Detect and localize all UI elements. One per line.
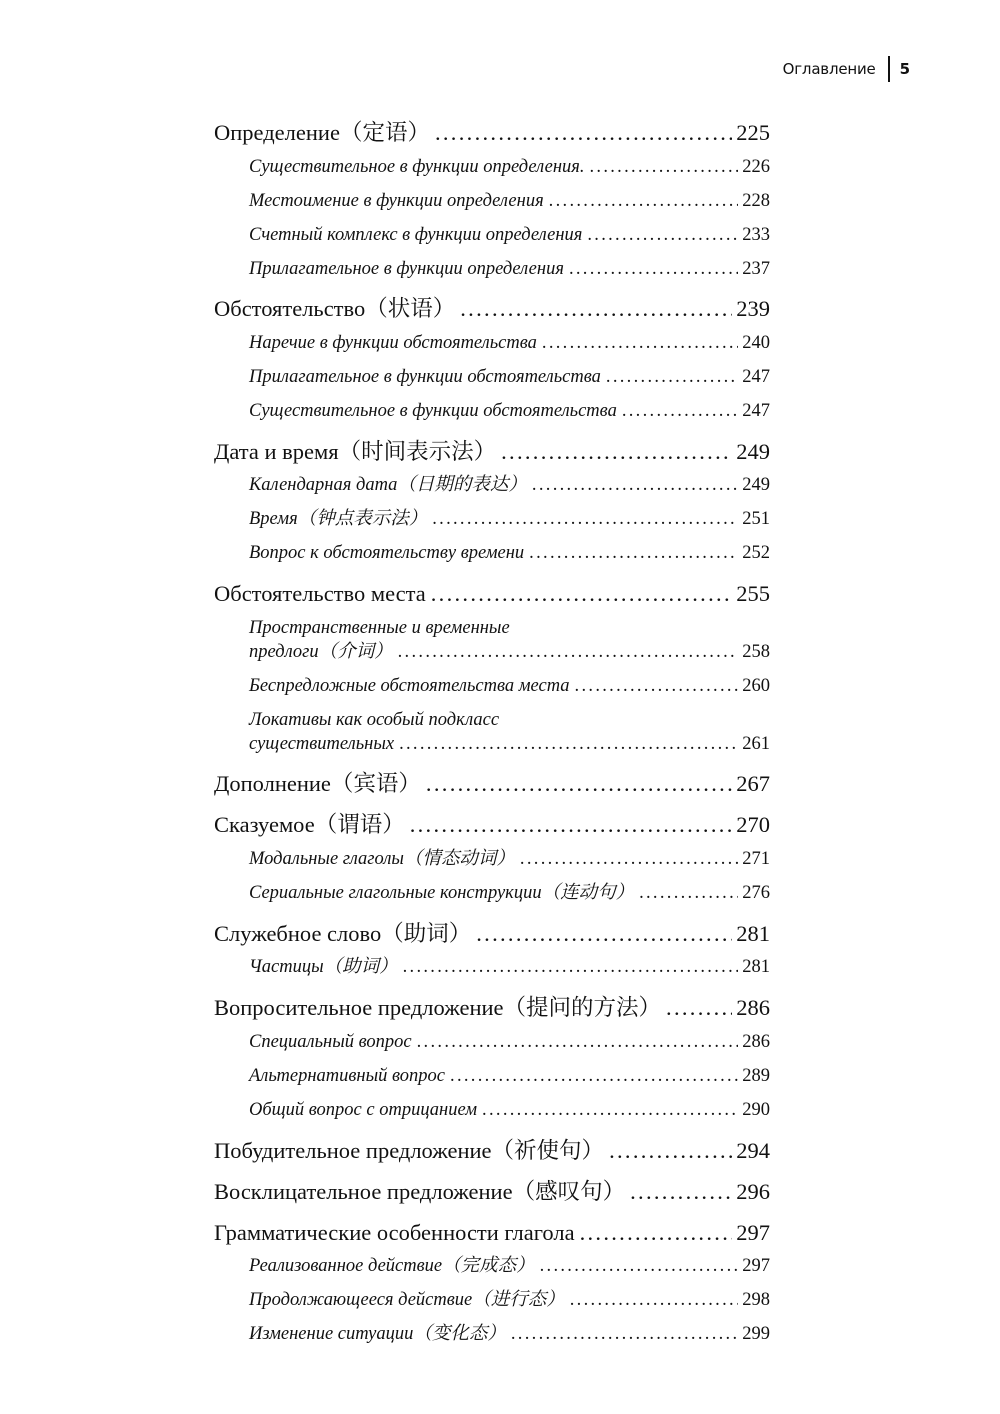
dot-leader bbox=[630, 1181, 732, 1204]
dot-leader bbox=[417, 1033, 739, 1052]
toc-page-number: 239 bbox=[736, 296, 770, 321]
dot-leader bbox=[511, 1325, 738, 1344]
toc-page-number: 247 bbox=[742, 401, 770, 421]
toc-subsection[interactable] bbox=[249, 1067, 770, 1086]
dot-leader bbox=[549, 192, 739, 211]
dot-leader bbox=[580, 1222, 733, 1245]
page-number: 5 bbox=[899, 60, 910, 78]
dot-leader bbox=[532, 476, 738, 495]
toc-subsection-title: Существительное в функции определения. bbox=[249, 157, 585, 177]
toc-page-number: 251 bbox=[742, 509, 770, 529]
toc-subsection[interactable] bbox=[249, 158, 770, 177]
toc-section-title: Обстоятельство（状语） bbox=[214, 296, 456, 321]
toc-section[interactable] bbox=[214, 298, 770, 321]
toc-page-number: 294 bbox=[736, 1138, 770, 1163]
toc-section-title: Грамматические особенности глагола bbox=[214, 1220, 575, 1245]
toc-subsection-title: Время（钟点表示法） bbox=[249, 509, 428, 529]
dot-leader bbox=[501, 441, 732, 464]
toc-page-number: 260 bbox=[742, 676, 770, 696]
toc-page-number: 225 bbox=[736, 120, 770, 145]
dot-leader bbox=[398, 643, 739, 662]
toc-subsection[interactable] bbox=[249, 544, 770, 563]
dot-leader bbox=[482, 1101, 738, 1120]
toc-page-number: 226 bbox=[742, 157, 770, 177]
toc-subsection-title: Альтернативный вопрос bbox=[249, 1066, 446, 1086]
toc-subsection[interactable] bbox=[249, 1033, 770, 1052]
toc-subsection-title: Календарная дата（日期的表达） bbox=[249, 475, 527, 495]
toc-subsection-title: Модальные глаголы（情态动词） bbox=[249, 849, 515, 869]
toc-page-number: 228 bbox=[742, 191, 770, 211]
toc-page-number: 297 bbox=[742, 1256, 770, 1276]
toc-subsection[interactable] bbox=[249, 334, 770, 353]
toc-section-title: Восклицательное предложение（感叹句） bbox=[214, 1179, 626, 1204]
toc-subsection-title: Существительное в функции обстоятельства bbox=[249, 401, 617, 421]
dot-leader bbox=[520, 850, 738, 869]
toc-section[interactable] bbox=[214, 583, 770, 606]
header-divider bbox=[888, 56, 890, 82]
toc-page-number: 286 bbox=[736, 995, 770, 1020]
toc-subsection-title: Сериальные глагольные конструкции（连动句） bbox=[249, 883, 635, 903]
dot-leader bbox=[476, 923, 732, 946]
running-header-title: Оглавление bbox=[782, 60, 876, 78]
toc-subsection-title: Вопрос к обстоятельству времени bbox=[249, 543, 525, 563]
toc-section[interactable] bbox=[214, 1140, 770, 1163]
toc-section-title: Определение（定语） bbox=[214, 120, 430, 145]
toc-subsection-title-line1: Локативы как особый подкласс bbox=[249, 710, 500, 730]
dot-leader bbox=[606, 368, 738, 387]
toc-subsection-title: Частицы（助词） bbox=[249, 957, 398, 977]
dot-leader bbox=[435, 122, 732, 145]
dot-leader bbox=[403, 958, 739, 977]
toc-page-number: 296 bbox=[736, 1179, 770, 1204]
dot-leader bbox=[426, 773, 732, 796]
toc-section-title: Дополнение（宾语） bbox=[214, 771, 421, 796]
toc-page-number: 297 bbox=[736, 1220, 770, 1245]
toc-section-title: Сказуемое（谓语） bbox=[214, 812, 405, 837]
toc-page-number: 290 bbox=[742, 1100, 770, 1120]
dot-leader bbox=[639, 884, 738, 903]
toc-section-title: Побудительное предложение（祈使句） bbox=[214, 1138, 605, 1163]
toc-section[interactable] bbox=[214, 1222, 770, 1245]
toc-section-title: Служебное слово（助词） bbox=[214, 921, 472, 946]
dot-leader bbox=[450, 1067, 738, 1086]
toc-section[interactable] bbox=[214, 814, 770, 837]
toc-page-number: 298 bbox=[742, 1290, 770, 1310]
dot-leader bbox=[666, 997, 732, 1020]
toc-page-number: 255 bbox=[736, 581, 770, 606]
toc-page-number: 289 bbox=[742, 1066, 770, 1086]
dot-leader bbox=[432, 510, 738, 529]
toc-subsection[interactable] bbox=[249, 192, 770, 211]
dot-leader bbox=[575, 677, 739, 696]
toc-subsection-title: Местоимение в функции определения bbox=[249, 191, 544, 211]
toc-section[interactable] bbox=[214, 997, 770, 1020]
toc-page-number: 252 bbox=[742, 543, 770, 563]
toc-subsection[interactable] bbox=[249, 368, 770, 387]
dot-leader bbox=[569, 260, 738, 279]
toc-subsection-title: Счетный комплекс в функции определения bbox=[249, 225, 583, 245]
dot-leader bbox=[399, 735, 738, 754]
toc-section[interactable] bbox=[214, 773, 770, 796]
toc-subsection-title: Реализованное действие（完成态） bbox=[249, 1256, 535, 1276]
toc-subsection[interactable] bbox=[249, 510, 770, 529]
toc-page-number: 281 bbox=[736, 921, 770, 946]
toc-section[interactable] bbox=[214, 122, 770, 145]
toc-subsection-title: существительных bbox=[249, 734, 395, 754]
toc-page-number: 249 bbox=[736, 439, 770, 464]
toc-subsection[interactable] bbox=[249, 677, 770, 696]
toc-page-number: 271 bbox=[742, 849, 770, 869]
toc-subsection-title: Общий вопрос с отрицанием bbox=[249, 1100, 478, 1120]
toc-subsection-title-line1: Пространственные и временные bbox=[249, 618, 510, 638]
toc-section-title: Дата и время（时间表示法） bbox=[214, 439, 497, 464]
dot-leader bbox=[609, 1140, 732, 1163]
toc-page-number: 240 bbox=[742, 333, 770, 353]
toc-subsection[interactable] bbox=[249, 1101, 770, 1120]
toc-page-number: 237 bbox=[742, 259, 770, 279]
toc-section-title: Обстоятельство места bbox=[214, 581, 426, 606]
toc-subsection-title: предлоги（介词） bbox=[249, 642, 393, 662]
toc-subsection-title: Наречие в функции обстоятельства bbox=[249, 333, 537, 353]
toc-page-number: 276 bbox=[742, 883, 770, 903]
toc-page-number: 247 bbox=[742, 367, 770, 387]
dot-leader bbox=[622, 402, 738, 421]
toc-page-number: 270 bbox=[736, 812, 770, 837]
toc-subsection[interactable] bbox=[249, 735, 770, 754]
toc-section-title: Вопросительное предложение（提问的方法） bbox=[214, 995, 662, 1020]
toc-section[interactable] bbox=[214, 923, 770, 946]
toc-subsection-title: Продолжающееся действие（进行态） bbox=[249, 1290, 565, 1310]
toc-subsection-title: Прилагательное в функции определения bbox=[249, 259, 564, 279]
toc-subsection[interactable] bbox=[249, 260, 770, 279]
toc-subsection[interactable] bbox=[249, 850, 770, 869]
toc-subsection[interactable] bbox=[249, 1325, 770, 1344]
toc-subsection-title: Изменение ситуации（变化态） bbox=[249, 1324, 506, 1344]
toc-subsection[interactable] bbox=[249, 402, 770, 421]
toc-subsection[interactable] bbox=[249, 226, 770, 245]
toc-page-number: 258 bbox=[742, 642, 770, 662]
dot-leader bbox=[460, 298, 732, 321]
toc-subsection[interactable] bbox=[249, 1257, 770, 1276]
toc-section[interactable] bbox=[214, 441, 770, 464]
toc-page-number: 261 bbox=[742, 734, 770, 754]
dot-leader bbox=[410, 814, 733, 837]
dot-leader bbox=[540, 1257, 739, 1276]
toc-subsection[interactable] bbox=[249, 884, 770, 903]
dot-leader bbox=[542, 334, 738, 353]
dot-leader bbox=[589, 158, 738, 177]
toc-page-number: 267 bbox=[736, 771, 770, 796]
toc-subsection[interactable] bbox=[249, 958, 770, 977]
toc-page-number: 249 bbox=[742, 475, 770, 495]
running-header bbox=[783, 56, 910, 82]
toc-subsection-title: Прилагательное в функции обстоятельства bbox=[249, 367, 601, 387]
toc-subsection[interactable] bbox=[249, 643, 770, 662]
toc-page-number: 286 bbox=[742, 1032, 770, 1052]
toc-section[interactable] bbox=[214, 1181, 770, 1204]
toc-subsection-title: Беспредложные обстоятельства места bbox=[249, 676, 570, 696]
toc-subsection[interactable] bbox=[249, 476, 770, 495]
toc-page-number: 281 bbox=[742, 957, 770, 977]
dot-leader bbox=[570, 1291, 739, 1310]
dot-leader bbox=[431, 583, 733, 606]
toc-page-number: 233 bbox=[742, 225, 770, 245]
dot-leader bbox=[529, 544, 738, 563]
toc-subsection[interactable] bbox=[249, 1291, 770, 1310]
toc-page-number: 299 bbox=[742, 1324, 770, 1344]
toc-subsection-title: Специальный вопрос bbox=[249, 1032, 412, 1052]
dot-leader bbox=[587, 226, 738, 245]
